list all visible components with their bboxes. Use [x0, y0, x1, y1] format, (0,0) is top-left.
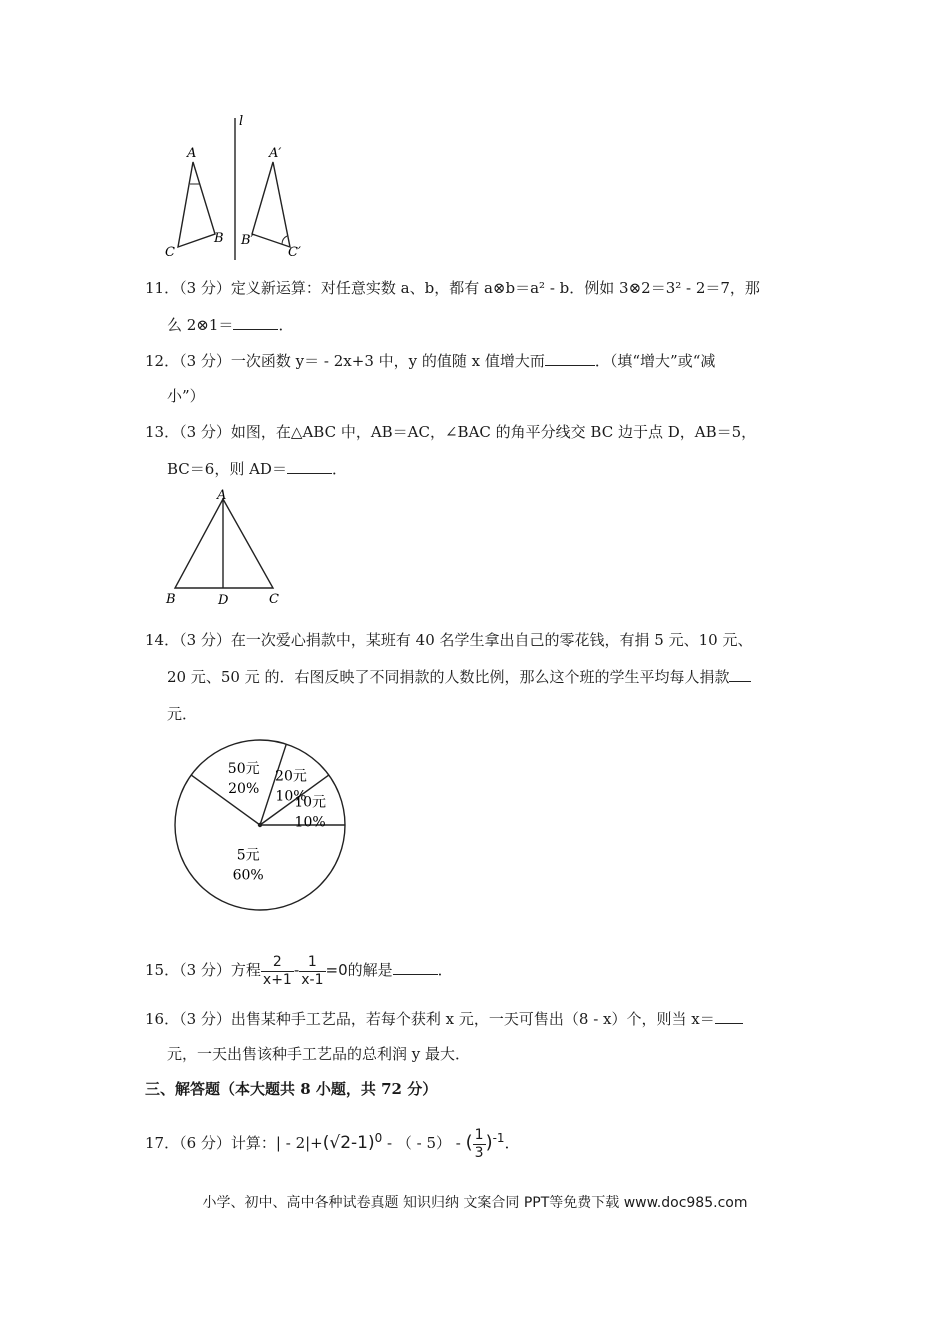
q14-number: 14．: [145, 631, 180, 649]
pie-label-name: 5元: [236, 847, 260, 864]
pie-label-percent: 10%: [275, 788, 307, 805]
q12-line1: 12．（3 分）一次函数 y＝ - 2x+3 中，y 的值随 x 值增大而 ．（填“增大”或“减: [145, 352, 716, 370]
section-3-heading: 三、解答题（本大题共 8 小题，共 72 分）: [145, 1080, 438, 1098]
axis-label-l: l: [239, 114, 244, 129]
label-A-prime: A′: [269, 146, 282, 161]
q11-line1: [145, 278, 760, 298]
triangle-abc: [178, 162, 215, 247]
isosceles-triangle-figure: [160, 485, 290, 610]
pie-label-name: 50元: [227, 760, 260, 777]
q13-line2: BC＝6，则 AD＝ ．: [167, 460, 347, 478]
q11-answer-blank[interactable]: [233, 314, 278, 330]
q14-line2: 20 元、50 元 的．右图反映了不同捐款的人数比例，那么这个班的学生平均每人捐款: [167, 666, 751, 687]
q12-answer-blank[interactable]: [545, 350, 595, 366]
donation-pie-chart: [160, 735, 360, 925]
q13-label-A: A: [217, 488, 227, 503]
label-B: B: [214, 231, 224, 246]
q13-number: 13．: [145, 423, 180, 441]
label-A: A: [187, 146, 197, 161]
q13-label-D: D: [218, 593, 229, 608]
pie-label-percent: 20%: [228, 780, 260, 797]
q11-text-line1: （3 分）定义新运算：对任意实数 a、b，都有 a⊗b＝a² - b．例如 3⊗2＝3² - 2＝7，那: [179, 279, 760, 297]
q12-number: 12．: [145, 352, 180, 370]
q15-answer-blank[interactable]: [393, 959, 438, 975]
pie-center: [258, 823, 262, 827]
q13-label-B: B: [166, 592, 176, 607]
q13-answer-blank[interactable]: [287, 458, 332, 474]
pie-label-percent: 10%: [294, 814, 326, 831]
q14-line1: 14．（3 分）在一次爱心捐款中，某班有 40 名学生拿出自己的零花钱，有捐 5 元、10 元、: [145, 631, 753, 649]
q16-line1: 16．（3 分）出售某种手工艺品，若每个获利 x 元，一天可售出（8 - x）个，则当 x＝: [145, 1008, 743, 1029]
q16-number: 16．: [145, 1010, 180, 1028]
label-B-prime: B′: [241, 233, 254, 248]
q15-line: 15．（3 分）方程 $\frac{2}{x+1}$ - $\frac{1}{x-1}$ =0的解是 ．: [145, 953, 453, 988]
pie-label-name: 10元: [294, 794, 327, 811]
q17-sqrt-expression: (√2-1): [322, 1133, 375, 1153]
q16-answer-blank[interactable]: [715, 1008, 743, 1024]
label-C-prime: C′: [288, 245, 301, 260]
q15-fraction-1: $\frac{2}{x+1}$: [262, 953, 292, 988]
q11-number: 11．: [145, 279, 180, 297]
page-footer: 小学、初中、高中各种试卷真题 知识归纳 文案合同 PPT等免费下载 www.doc985.com: [202, 1195, 748, 1211]
pie-slice-boundary: [260, 744, 286, 825]
q13-label-C: C: [269, 592, 279, 607]
q16-line2: 元，一天出售该种手工艺品的总利润 y 最大．: [167, 1045, 471, 1063]
pie-label-percent: 60%: [232, 867, 264, 884]
q17-fraction: $\frac{1}{3}$: [474, 1126, 484, 1161]
q15-fraction-2: $\frac{1}{x-1}$: [301, 953, 324, 988]
mirror-triangles-figure: [155, 110, 325, 265]
q17-number: 17．: [145, 1134, 180, 1152]
q14-answer-blank[interactable]: [729, 666, 751, 682]
triangle-abc-q13: [175, 499, 273, 588]
q15-number: 15．: [145, 961, 180, 979]
q11-text-line2: 么 2⊗1＝: [167, 316, 234, 334]
q13-line1: 13．（3 分）如图，在△ABC 中，AB＝AC，∠BAC 的角平分线交 BC 边于点 D，AB＝5，: [145, 423, 757, 441]
q14-line3: 元．: [167, 705, 198, 723]
triangle-abc-prime: [252, 162, 290, 247]
pie-label-name: 20元: [275, 768, 307, 785]
q17-line: 17．（6 分）计算：| - $2|+(√2-1)^0$ - （ - 5） - ( $\frac{1}{3}$ )$^{-1}$．: [145, 1126, 520, 1161]
label-C: C: [165, 245, 175, 260]
q12-line2: 小”）: [167, 387, 205, 405]
q11-line2: 么 2⊗1＝ ．: [167, 316, 294, 334]
